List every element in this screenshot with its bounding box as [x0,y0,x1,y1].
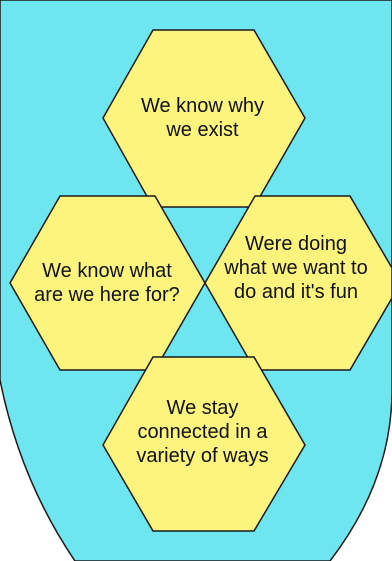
hexagon-bottom-label: We stay connected in a variety of ways [136,397,269,467]
hexagon-left-label: We know what are we here for? [34,260,180,306]
hexagon-top-label: We know why we exist [140,95,264,141]
hexagon-right-label: Were doing what we want to do and it's fun [224,233,368,303]
